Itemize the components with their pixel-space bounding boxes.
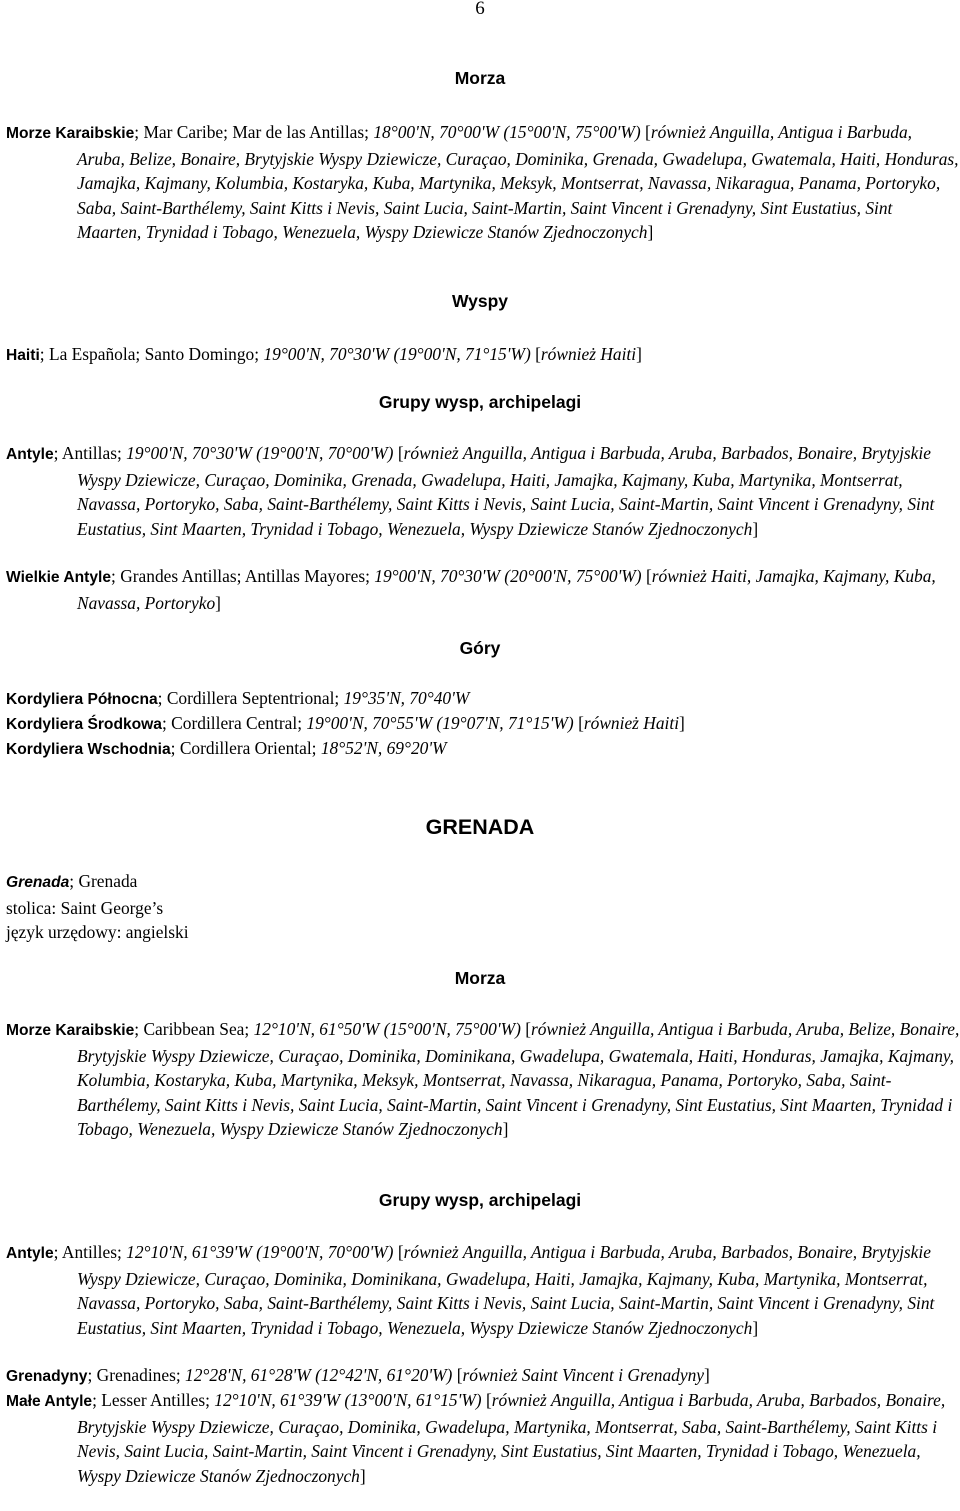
entry-note-close: ] [704,1365,710,1385]
entry-antilles-grenada [6,1240,960,1340]
section-heading-mountains: Góry [459,638,501,658]
entry-note-close: ] [752,1317,759,1338]
entry-note: również Haiti [540,344,637,364]
entry-names: ; Grenadines; [87,1365,186,1385]
entry-note-close: ] [647,222,654,242]
entry-note-open: [ [573,713,584,733]
entry-note-close: ] [359,1465,366,1486]
entry-caribbean-sea [6,120,960,245]
page-number: 6 [475,0,485,19]
section-heading-archipelagos: Grupy wysp, archipelagi [378,392,582,412]
country-capital: stolica: Saint George’s [6,897,164,918]
entry-note-open: [ [520,1019,532,1039]
entry-note-close: ] [636,344,642,364]
entry-note: również Anguilla, Antigua i Barbuda, Aruba, Belize, Bonaire, Brytyjskie Wyspy Dziewicze, Curaçao, Dominika, Grenada, Gwadelupa, Gwatemala, Haiti, Honduras, Jamajka, Kajmany, Kolumbia, Kostaryka, Kuba, Martynika, Meksyk, Montserrat, Navassa, Nikaragua, Panama, Portoryko, Saba, Saint-Barthélemy, Saint Kitts i Nevis, Saint Lucia, Saint-Martin, Saint Vincent i Grenadyny, Sint Eustatius, Sint Maarten, Trynidad i Tobago, Wenezuela, Wyspy Dziewicze Stanów Zjednoczonych [77,122,959,242]
entry-note-open: [ [481,1390,492,1410]
country-name-rest: ; Grenada [69,871,138,891]
entry-coords: 12°10'N, 61°39'W (19°00'N, 70°00'W) [126,1242,394,1262]
entry-cordillera-east [6,736,960,763]
entry-term: Haiti [6,347,40,364]
country-name-line [6,869,960,896]
entry-note-open: [ [452,1365,463,1385]
entry-names: ; Caribbean Sea; [134,1019,254,1039]
entry-note-open: [ [393,1242,404,1262]
entry-note-close: ] [752,518,759,539]
entry-note-close: ] [502,1119,509,1139]
entry-haiti-island [6,342,960,369]
entry-names: ; Cordillera Septentrional; [157,688,344,708]
section-heading-islands: Wyspy [451,291,509,311]
entry-note-open: [ [530,344,541,364]
entry-coords: 19°00'N, 70°30'W (20°00'N, 75°00'W) [374,566,642,586]
entry-term: Antyle [6,446,54,463]
entry-term: Morze Karaibskie [6,125,135,142]
entry-note-close: ] [679,713,685,733]
entry-note: również Anguilla, Antigua i Barbuda, Aruba, Barbados, Bonaire, Brytyjskie Wyspy Dziewicze, Curaçao, Dominika, Dominikana, Gwadelupa, Haiti, Jamajka, Kajmany, Kuba, Martynika, Montserrat, Navassa, Portoryko, Saba, Saint-Barthélemy, Saint Kitts i Nevis, Saint Lucia, Saint-Martin, Saint Vincent i Grenadyny, Sint Eustatius, Sint Maarten, Trynidad i Tobago, Wenezuela, Wyspy Dziewicze Stanów Zjednoczonych [77,1242,935,1338]
entry-term: Kordyliera Środkowa [6,716,162,733]
entry-note-open: [ [641,566,652,586]
entry-coords: 19°35'N, 70°40'W [343,688,470,708]
entry-note: również Saint Vincent i Grenadyny [462,1365,704,1385]
entry-note-close: ] [215,592,221,613]
entry-term: Kordyliera Wschodnia [6,741,171,758]
entry-names: ; Grandes Antillas; Antillas Mayores; [111,566,375,586]
entry-coords: 18°52'N, 69°20'W [320,738,447,758]
entry-names: ; La Española; Santo Domingo; [39,344,264,364]
entry-names: ; Cordillera Central; [161,713,307,733]
entry-note: również Haiti, Jamajka, Kajmany, Kuba, Navassa, Portoryko [77,566,936,613]
entry-term: Antyle [6,1245,54,1262]
country-name-term: Grenada [6,874,70,891]
entry-greater-antilles [6,564,960,615]
entry-lesser-antilles [6,1388,960,1488]
entry-coords: 19°00'N, 70°30'W (19°00'N, 71°15'W) [263,344,531,364]
entry-coords: 12°10'N, 61°50'W (15°00'N, 75°00'W) [253,1019,521,1039]
entry-coords: 12°28'N, 61°28'W (12°42'N, 61°20'W) [185,1365,453,1385]
entry-note: również Haiti [583,713,680,733]
section-heading-seas: Morza [454,68,506,88]
entry-names: ; Lesser Antilles; [92,1390,215,1410]
entry-note-open: [ [393,443,404,463]
entry-names: ; Mar Caribe; Mar de las Antillas; [134,122,374,142]
entry-term: Kordyliera Północna [6,691,158,708]
entry-term: Małe Antyle [6,1393,93,1410]
entry-term: Grenadyny [6,1368,88,1385]
entry-note-open: [ [640,122,651,142]
entry-term: Wielkie Antyle [6,569,112,586]
entry-note: również Anguilla, Antigua i Barbuda, Aruba, Barbados, Bonaire, Brytyjskie Wyspy Dziewicze, Curaçao, Dominika, Grenada, Gwadelupa, Haiti, Jamajka, Kajmany, Kuba, Martynika, Montserrat, Navassa, Portoryko, Saba, Saint-Barthélemy, Saint Kitts i Nevis, Saint Lucia, Saint-Martin, Saint Vincent i Grenadyny, Sint Eustatius, Sint Maarten, Trynidad i Tobago, Wenezuela, Wyspy Dziewicze Stanów Zjednoczonych [77,443,935,539]
entry-note: również Anguilla, Antigua i Barbuda, Aruba, Barbados, Bonaire, Brytyjskie Wyspy Dziewicze, Curaçao, Dominika, Gwadelupa, Martynika, Montserrat, Saba, Saint-Barthélemy, Saint Kitts i Nevis, Saint Lucia, Saint-Martin, Saint Vincent i Grenadyny, Sint Eustatius, Sint Maarten, Trynidad i Tobago, Wenezuela, Wyspy Dziewicze Stanów Zjednoczonych [77,1390,946,1486]
country-heading-seas: Morza [454,968,506,988]
entry-caribbean-sea-grenada [6,1017,960,1142]
entry-names: ; Cordillera Oriental; [170,738,321,758]
entry-note: również Anguilla, Antigua i Barbuda, Aruba, Belize, Bonaire, Brytyjskie Wyspy Dziewicze, Curaçao, Dominika, Dominikana, Gwadelupa, Gwatemala, Haiti, Honduras, Jamajka, Kajmany, Kolumbia, Kostaryka, Kuba, Martynika, Meksyk, Montserrat, Navassa, Nikaragua, Panama, Portoryko, Saba, Saint-Barthélemy, Saint Kitts i Nevis, Saint Lucia, Saint-Martin, Saint Vincent i Grenadyny, Sint Eustatius, Sint Maarten, Trynidad i Tobago, Wenezuela, Wyspy Dziewicze Stanów Zjednoczonych [77,1019,960,1139]
entry-antilles [6,441,960,541]
entry-coords: 19°00'N, 70°55'W (19°07'N, 71°15'W) [306,713,574,733]
entry-cordillera-central [6,711,960,738]
entry-cordillera-north [6,686,960,713]
country-title: GRENADA [425,815,535,839]
entry-grenadines [6,1363,960,1390]
entry-names: ; Antillas; [53,443,127,463]
entry-coords: 19°00'N, 70°30'W (19°00'N, 70°00'W) [126,443,394,463]
entry-coords: 12°10'N, 61°39'W (13°00'N, 61°15'W) [214,1390,482,1410]
country-info [6,869,960,945]
entry-names: ; Antilles; [53,1242,127,1262]
entry-term: Morze Karaibskie [6,1022,135,1039]
entry-coords: 18°00'N, 70°00'W (15°00'N, 75°00'W) [373,122,641,142]
country-heading-archipelagos: Grupy wysp, archipelagi [378,1190,582,1210]
country-language: język urzędowy: angielski [6,922,189,942]
